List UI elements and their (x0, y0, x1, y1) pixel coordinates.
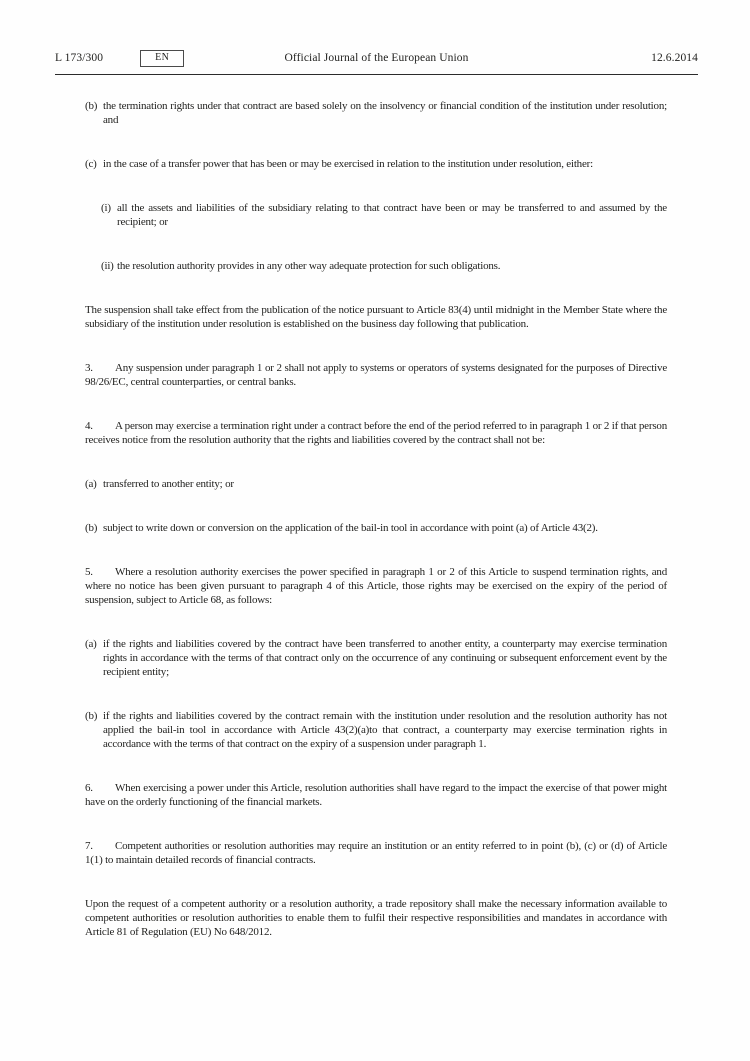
paragraph: Upon the request of a competent authority or a resolution authority, a trade repository shall make the necessary information available to competent authorities or resolution authorities to enable them to fulfil their respective responsibilities and mandates in accordance with Article 81 of Regulation (EU) No 648/2012. (85, 898, 667, 938)
list-item-text: if the rights and liabilities covered by the contract remain with the institution under resolution and the resolution authority has not applied the bail-in tool in accordance with Article 43(2)(a)to that contract, a counterparty may exercise termination rights in accordance with the terms of that contract on the expiry of a suspension under paragraph 1. (103, 710, 667, 750)
list-marker: (b) (85, 522, 98, 534)
paragraph-number: 6. (85, 782, 93, 794)
document-body (85, 99, 667, 939)
list-marker: (c) (85, 158, 97, 170)
list-item-text: subject to write down or conversion on the application of the bail-in tool in accordance with point (a) of Article 43(2). (103, 522, 598, 534)
list-item-text: the termination rights under that contract are based solely on the insolvency or financial condition of the institution under resolution; and (103, 100, 667, 126)
numbered-paragraph (85, 565, 667, 607)
paragraph-number: 5. (85, 566, 93, 578)
language-badge: EN (140, 50, 184, 67)
numbered-paragraph (85, 419, 667, 447)
list-marker: (a) (85, 478, 97, 490)
paragraph-text: Any suspension under paragraph 1 or 2 shall not apply to systems or operators of systems designated for the purposes of Directive 98/26/EC, central counterparties, or central banks. (85, 362, 667, 388)
numbered-paragraph (85, 839, 667, 867)
list-item (85, 477, 667, 491)
paragraph-text: When exercising a power under this Article, resolution authorities shall have regard to the impact the exercise of that power might have on the orderly functioning of the financial markets. (85, 782, 667, 808)
list-item-text: transferred to another entity; or (103, 478, 234, 490)
list-item-text: all the assets and liabilities of the subsidiary relating to that contract have been or may be transferred to and assumed by the recipient; or (117, 202, 667, 228)
paragraph-number: 4. (85, 420, 93, 432)
list-item-text: in the case of a transfer power that has been or may be exercised in relation to the institution under resolution, either: (103, 158, 593, 170)
list-item (85, 521, 667, 535)
header-rule (55, 74, 698, 75)
paragraph-text: Competent authorities or resolution authorities may require an institution or an entity referred to in point (b), (c) or (d) of Article 1(1) to maintain detailed records of financial contracts. (85, 840, 667, 866)
list-marker: (b) (85, 100, 98, 112)
list-item (85, 99, 667, 127)
journal-title: Official Journal of the European Union (284, 52, 469, 64)
list-marker: (b) (85, 710, 98, 722)
paragraph-text: A person may exercise a termination right under a contract before the end of the period referred to in paragraph 1 or 2 if that person receives notice from the resolution authority that the rights and liabilities covered by the contract shall not be: (85, 420, 668, 446)
list-marker: (ii) (101, 260, 114, 272)
issue-date: 12.6.2014 (651, 52, 698, 64)
list-item-text: if the rights and liabilities covered by the contract have been transferred to another entity, a counterparty may exercise termination rights in accordance with the terms of that contract only on the occurrence of any continuing or subsequent enforcement event by the recipient entity; (103, 638, 667, 678)
numbered-paragraph (85, 781, 667, 809)
paragraph: The suspension shall take effect from the publication of the notice pursuant to Article 83(4) until midnight in the Member State where the subsidiary of the institution under resolution is established on the business day following that publication. (85, 304, 667, 330)
paragraph-number: 3. (85, 362, 93, 374)
list-item (85, 709, 667, 751)
list-item (85, 157, 667, 171)
header-left (55, 50, 284, 67)
page-header (55, 50, 698, 67)
numbered-paragraph (85, 361, 667, 389)
page-number: L 173/300 (55, 52, 104, 64)
list-marker: (a) (85, 638, 97, 650)
list-item (85, 201, 667, 229)
list-item-text: the resolution authority provides in any other way adequate protection for such obligations. (117, 260, 501, 272)
paragraph-number: 7. (85, 840, 93, 852)
list-item (85, 637, 667, 679)
paragraph-text: Where a resolution authority exercises the power specified in paragraph 1 or 2 of this Article to suspend termination rights, and where no notice has been given pursuant to paragraph 4 of this Article, those rights may be exercised on the expiry of the period of suspension, subject to Article 68, as follows: (85, 566, 667, 606)
list-item (85, 259, 667, 273)
list-marker: (i) (101, 202, 111, 214)
